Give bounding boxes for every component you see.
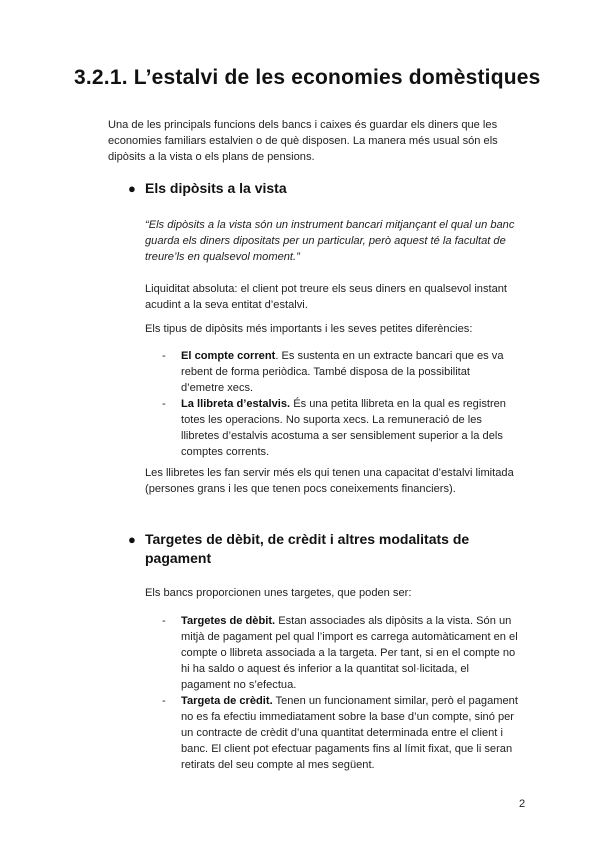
cards-list: [162, 613, 521, 773]
dash-marker: -: [162, 695, 166, 707]
item-term: El compte corrent: [181, 350, 276, 362]
list-item: [162, 693, 521, 773]
dash-marker: -: [162, 615, 166, 627]
list-item: [162, 348, 511, 396]
item-text: És una petita llibreta en la qual es registren totes les operacions. No suporta xecs. La remuneració de les llibretes d’estalvis acostuma a ser sensiblement superior a la dels comptes corrents.: [181, 398, 506, 458]
item-text: Tenen un funcionament similar, però el pagament no es fa efectiu immediatament sobre la base d’un compte, sinó per un contracte de crèdit d’una quantitat determinada entre el client i banc. El client pot efectuar pagaments fins al límit fixat, que li seran retirats del seu compte al mes següent.: [181, 695, 518, 771]
section-title: Targetes de dèbit, de crèdit i altres modalitats de pagament: [145, 531, 470, 566]
liquidity-paragraph: Liquiditat absoluta: el client pot treure els seus diners en qualsevol instant acudint a la seva entitat d’estalvi.: [145, 283, 507, 311]
intro-paragraph: Una de les principals funcions dels bancs i caixes és guardar els diners que les economies familiars estalvien o de què disposen. La manera més usual són els dipòsits a la vista o els plans de pensions.: [108, 119, 498, 163]
deposit-types-list: [162, 348, 511, 460]
item-text: Estan associades als dipòsits a la vista. Són un mitjà de pagament pel qual l’import es carrega automàticament en el compte o llibreta associada a la targeta. Per tant, si en el compte no hi ha saldo o aquest és inferior a la quantitat sol·licitada, el pagament no s’efectua.: [181, 615, 518, 691]
item-term: Targetes de dèbit.: [181, 615, 276, 627]
section-heading-targetes: [128, 530, 485, 568]
list-item: [162, 613, 521, 693]
page-number: 2: [519, 798, 526, 810]
dash-marker: -: [162, 350, 166, 362]
bullet-icon: ●: [128, 181, 136, 196]
list-item: [162, 396, 511, 460]
item-term: La llibreta d’estalvis.: [181, 398, 291, 410]
dash-marker: -: [162, 398, 166, 410]
item-text: . Es sustenta en un extracte bancari que es va rebent de forma periòdica. També disposa de la possibilitat d’emetre xecs.: [181, 350, 504, 394]
definition-quote: “Els dipòsits a la vista són un instrument bancari mitjançant el qual un banc guarda els diners dipositats per un particular, però aquest té la facultat de treure’ls en qualsevol moment.”: [145, 219, 515, 263]
bullet-icon: ●: [128, 532, 136, 547]
savings-books-paragraph: Les llibretes les fan servir més els qui tenen una capacitat d’estalvi limitada (persones grans i les que tenen pocs coneixements financiers).: [145, 467, 514, 495]
page-title: 3.2.1. L’estalvi de les economies domèstiques: [74, 66, 541, 89]
section-heading-diposits: [128, 179, 287, 198]
section-title: Els dipòsits a la vista: [145, 180, 287, 196]
item-term: Targeta de crèdit.: [181, 695, 273, 707]
cards-intro: Els bancs proporcionen unes targetes, que poden ser:: [145, 587, 412, 599]
deposit-types-intro: Els tipus de dipòsits més importants i les seves petites diferències:: [145, 323, 473, 335]
